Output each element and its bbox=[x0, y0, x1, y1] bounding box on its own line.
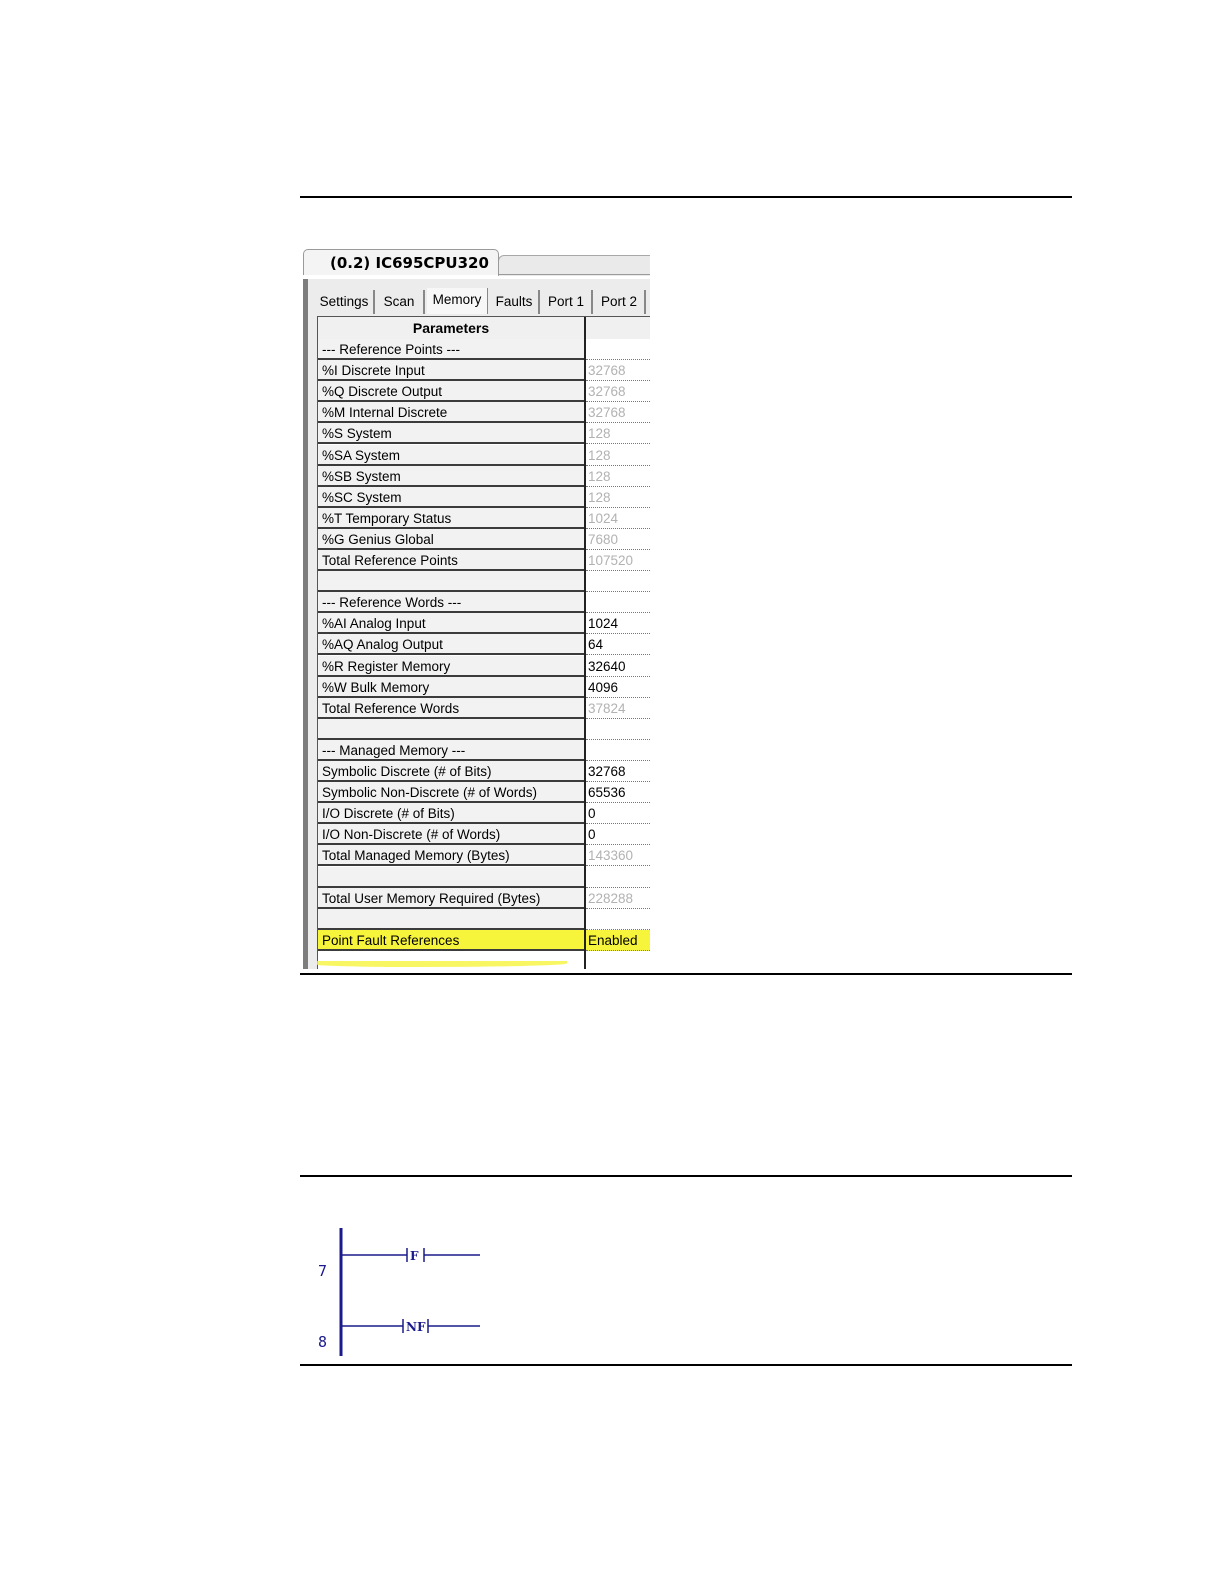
fault-contact-label[interactable]: F bbox=[410, 1249, 419, 1263]
parameter-name: %M Internal Discrete bbox=[318, 402, 584, 423]
parameter-value[interactable] bbox=[586, 592, 650, 613]
parameter-value[interactable]: 64 bbox=[586, 634, 650, 655]
parameter-value[interactable]: 65536 bbox=[586, 782, 650, 803]
table-row[interactable] bbox=[318, 740, 650, 761]
parameter-value[interactable]: 32768 bbox=[586, 761, 650, 782]
parameter-name bbox=[318, 571, 584, 592]
table-row[interactable] bbox=[318, 445, 650, 466]
parameters-column-header: Parameters bbox=[318, 317, 584, 340]
table-row[interactable] bbox=[318, 824, 650, 845]
table-row[interactable] bbox=[318, 613, 650, 634]
parameter-name: %W Bulk Memory bbox=[318, 677, 584, 698]
parameter-value: 32768 bbox=[586, 402, 650, 423]
tab-settings[interactable]: Settings bbox=[315, 290, 375, 314]
table-row[interactable] bbox=[318, 867, 650, 888]
parameter-value: 128 bbox=[586, 423, 650, 444]
parameter-value[interactable]: Enabled bbox=[586, 930, 650, 951]
parameter-value: 128 bbox=[586, 445, 650, 466]
parameter-name: %SB System bbox=[318, 466, 584, 487]
title-tab[interactable]: (0.2) IC695CPU320 bbox=[303, 249, 499, 275]
parameter-value: 228288 bbox=[586, 888, 650, 909]
parameter-name: I/O Discrete (# of Bits) bbox=[318, 803, 584, 824]
parameter-value: 128 bbox=[586, 466, 650, 487]
parameter-name: Total User Memory Required (Bytes) bbox=[318, 888, 584, 909]
parameter-value: 7680 bbox=[586, 529, 650, 550]
parameter-name bbox=[318, 909, 584, 930]
parameter-name: Symbolic Discrete (# of Bits) bbox=[318, 761, 584, 782]
parameter-name: Symbolic Non-Discrete (# of Words) bbox=[318, 782, 584, 803]
parameter-value: 143360 bbox=[586, 845, 650, 866]
inactive-title-tab[interactable] bbox=[498, 255, 650, 276]
table-row[interactable] bbox=[318, 381, 650, 402]
table-row[interactable] bbox=[318, 592, 650, 613]
memory-parameters-grid bbox=[317, 316, 650, 969]
parameter-name: Total Reference Points bbox=[318, 550, 584, 571]
parameter-name: %I Discrete Input bbox=[318, 360, 584, 381]
table-row[interactable] bbox=[318, 360, 650, 381]
parameter-name bbox=[318, 867, 584, 888]
parameter-name: %G Genius Global bbox=[318, 529, 584, 550]
column-divider bbox=[584, 317, 586, 969]
parameter-value[interactable]: 4096 bbox=[586, 677, 650, 698]
parameter-name: %SC System bbox=[318, 487, 584, 508]
parameter-value[interactable] bbox=[586, 909, 650, 930]
title-tab-baseline bbox=[499, 274, 650, 275]
parameter-value[interactable]: 0 bbox=[586, 803, 650, 824]
table-row[interactable] bbox=[318, 423, 650, 444]
parameter-value: 107520 bbox=[586, 550, 650, 571]
tab-bar bbox=[315, 290, 650, 314]
table-row[interactable] bbox=[318, 782, 650, 803]
no-fault-contact-label[interactable]: NF bbox=[406, 1320, 426, 1334]
parameter-value[interactable]: 32640 bbox=[586, 656, 650, 677]
table-row[interactable] bbox=[318, 845, 650, 866]
table-row[interactable] bbox=[318, 930, 650, 951]
table-row[interactable] bbox=[318, 698, 650, 719]
parameter-value: 32768 bbox=[586, 381, 650, 402]
table-row[interactable] bbox=[318, 677, 650, 698]
parameter-name: I/O Non-Discrete (# of Words) bbox=[318, 824, 584, 845]
figure1-bottom-rule bbox=[300, 973, 1072, 975]
parameter-value: 1024 bbox=[586, 508, 650, 529]
value-column-header bbox=[584, 317, 650, 340]
hardware-config-window bbox=[303, 249, 650, 969]
table-row[interactable] bbox=[318, 634, 650, 655]
table-row[interactable] bbox=[318, 803, 650, 824]
parameter-name: %SA System bbox=[318, 445, 584, 466]
top-rule bbox=[300, 196, 1072, 198]
table-row[interactable] bbox=[318, 487, 650, 508]
table-row[interactable] bbox=[318, 339, 650, 360]
parameter-value[interactable] bbox=[586, 740, 650, 761]
table-row[interactable] bbox=[318, 888, 650, 909]
figure2-bottom-rule bbox=[300, 1364, 1072, 1366]
parameter-name: %AI Analog Input bbox=[318, 613, 584, 634]
parameter-value[interactable] bbox=[586, 339, 650, 360]
table-row[interactable] bbox=[318, 529, 650, 550]
parameter-value[interactable]: 0 bbox=[586, 824, 650, 845]
parameter-value: 128 bbox=[586, 487, 650, 508]
parameter-value[interactable] bbox=[586, 571, 650, 592]
tab-port-2[interactable]: Port 2 bbox=[594, 290, 646, 314]
parameter-name: --- Reference Points --- bbox=[318, 339, 584, 360]
parameter-name: Total Managed Memory (Bytes) bbox=[318, 845, 584, 866]
parameter-name: Total Reference Words bbox=[318, 698, 584, 719]
parameter-value: 32768 bbox=[586, 360, 650, 381]
parameter-name: --- Managed Memory --- bbox=[318, 740, 584, 761]
table-row[interactable] bbox=[318, 761, 650, 782]
parameter-value: 37824 bbox=[586, 698, 650, 719]
tab-faults[interactable]: Faults bbox=[490, 290, 540, 314]
table-row[interactable] bbox=[318, 909, 650, 930]
parameter-name: %AQ Analog Output bbox=[318, 634, 584, 655]
table-row[interactable] bbox=[318, 571, 650, 592]
rung-number: 7 bbox=[318, 1262, 328, 1280]
table-row[interactable] bbox=[318, 508, 650, 529]
parameter-name: --- Reference Words --- bbox=[318, 592, 584, 613]
tab-memory[interactable]: Memory bbox=[427, 288, 488, 314]
parameter-name: %R Register Memory bbox=[318, 656, 584, 677]
parameter-name bbox=[318, 719, 584, 740]
parameter-value[interactable] bbox=[586, 719, 650, 740]
parameter-name: %T Temporary Status bbox=[318, 508, 584, 529]
rung-number: 8 bbox=[318, 1333, 328, 1351]
parameter-name: %Q Discrete Output bbox=[318, 381, 584, 402]
parameter-name: Point Fault References bbox=[318, 930, 584, 951]
table-row[interactable] bbox=[318, 656, 650, 677]
figure2-top-rule bbox=[300, 1175, 1072, 1177]
table-row[interactable] bbox=[318, 550, 650, 571]
table-row[interactable] bbox=[318, 466, 650, 487]
parameter-value[interactable]: 1024 bbox=[586, 613, 650, 634]
table-row[interactable] bbox=[318, 402, 650, 423]
parameter-value[interactable] bbox=[586, 867, 650, 888]
parameter-name: %S System bbox=[318, 423, 584, 444]
tab-port-1[interactable]: Port 1 bbox=[541, 290, 593, 314]
ladder-diagram bbox=[300, 1220, 560, 1360]
tab-scan[interactable]: Scan bbox=[375, 290, 425, 314]
table-row[interactable] bbox=[318, 719, 650, 740]
